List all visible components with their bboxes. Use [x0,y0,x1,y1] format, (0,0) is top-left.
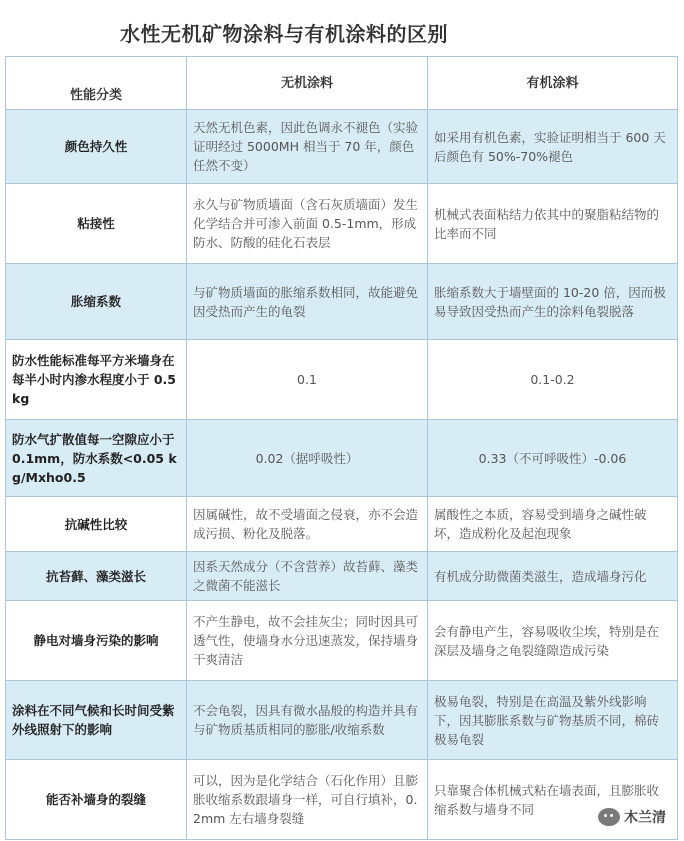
row-category: 能否补墙身的裂缝 [6,760,187,840]
wechat-icon [598,808,620,826]
row-organic: 极易龟裂，特别是在高温及紫外线影响下，因其膨胀系数与矿物基质不同，棉砖极易龟裂 [428,681,678,760]
row-category: 防水气扩散值每一空隙应小于 0.1mm，防水系数<0.05 kg/Mxho0.5 [6,420,187,497]
row-organic: 只靠聚合体机械式粘在墙表面，且膨胀收缩系数与墙身不同 [428,760,678,840]
table-row [6,552,678,601]
row-inorganic: 因系天然成分（不含营养）故苔藓、藻类之微菌不能滋长 [187,552,428,601]
row-inorganic: 不产生静电，故不会挂灰尘；同时因具可透气性，使墙身水分迅速蒸发，保持墙身干爽清洁 [187,601,428,681]
watermark [598,807,666,827]
table-row [6,601,678,681]
row-inorganic: 0.02（据呼吸性） [187,420,428,497]
row-organic: 0.33（不可呼吸性）-0.06 [428,420,678,497]
row-organic: 会有静电产生，容易吸收尘埃，特别是在深层及墙身之龟裂缝隙造成污染 [428,601,678,681]
row-category: 胀缩系数 [6,264,187,340]
row-category: 静电对墙身污染的影响 [6,601,187,681]
table-row [6,420,678,497]
table-row [6,681,678,760]
watermark-text: 木兰清 [624,810,666,826]
row-inorganic: 与矿物质墙面的胀缩系数相同，故能避免因受热而产生的龟裂 [187,264,428,340]
row-inorganic: 因属碱性，故不受墙面之侵衰，亦不会造成污损、粉化及脱落。 [187,497,428,552]
row-inorganic: 不会龟裂，因具有微水晶般的构造并具有与矿物质基质相同的膨胀/收缩系数 [187,681,428,760]
row-inorganic: 天然无机色素，因此色调永不褪色（实验证明经过 5000MH 相当于 70 年，颜色任然不变） [187,110,428,184]
row-category: 粘接性 [6,184,187,264]
table-row [6,497,678,552]
header-inorganic: 无机涂料 [187,57,428,110]
row-category: 涂料在不同气候和长时间受紫外线照射下的影响 [6,681,187,760]
row-organic: 属酸性之本质，容易受到墙身之碱性破坏，造成粉化及起泡现象 [428,497,678,552]
table-row [6,184,678,264]
table-row [6,264,678,340]
row-organic: 0.1-0.2 [428,340,678,420]
table-row [6,110,678,184]
row-organic: 胀缩系数大于墙壁面的 10-20 倍，因而极易导致因受热而产生的涂料龟裂脱落 [428,264,678,340]
row-organic: 有机成分助微菌类滋生，造成墙身污化 [428,552,678,601]
row-category: 颜色持久性 [6,110,187,184]
row-organic: 如采用有机色素，实验证明相当于 600 天后颜色有 50%-70%褪色 [428,110,678,184]
row-category: 防水性能标准每平方米墙身在每半小时内渗水程度小于 0.5 kg [6,340,187,420]
row-inorganic: 可以，因为是化学结合（石化作用）且膨胀收缩系数跟墙身一样，可自行填补，0.2mm 左右墙身裂缝 [187,760,428,840]
row-organic: 机械式表面粘结力依其中的聚脂粘结物的比率而不同 [428,184,678,264]
table-row [6,340,678,420]
row-inorganic: 0.1 [187,340,428,420]
table-row [6,760,678,840]
row-category: 抗碱性比较 [6,497,187,552]
page-title: 水性无机矿物涂料与有机涂料的区别 [120,22,448,46]
header-category: 性能分类 [6,57,187,110]
header-organic: 有机涂料 [428,57,678,110]
row-category: 抗苔藓、藻类滋长 [6,552,187,601]
table-header-row [6,57,678,110]
comparison-table [5,56,678,840]
row-inorganic: 永久与矿物质墙面（含石灰质墙面）发生化学结合并可渗入前面 0.5-1mm，形成防水、防酸的硅化石表层 [187,184,428,264]
